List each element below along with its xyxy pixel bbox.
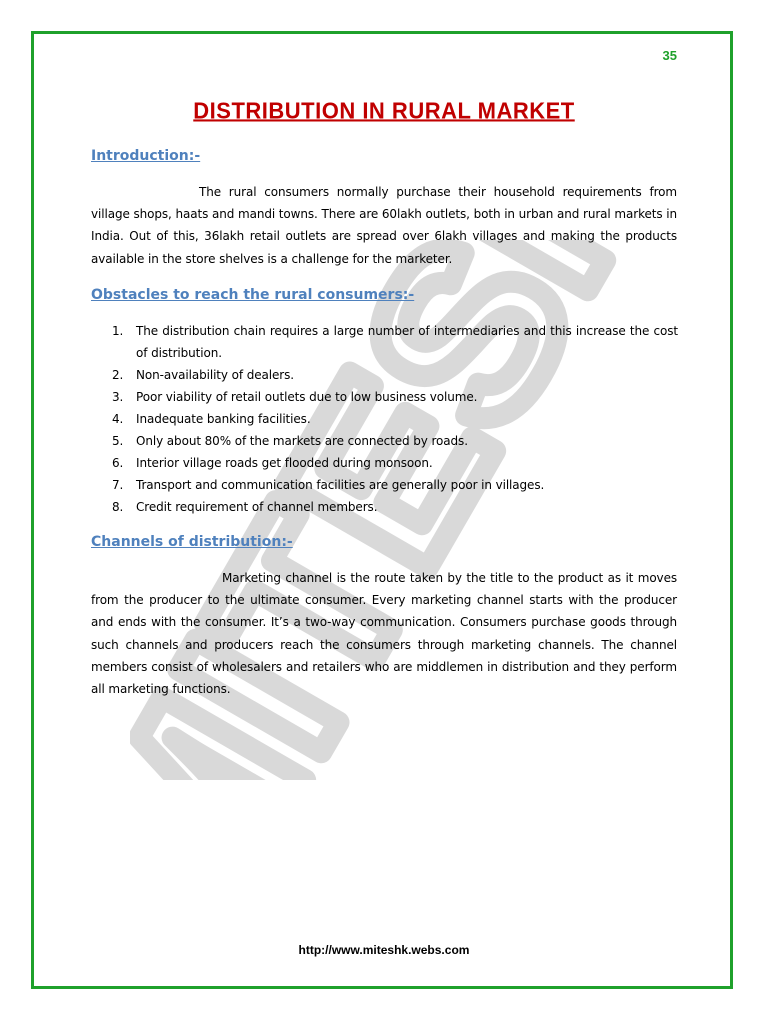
list-item xyxy=(112,474,678,496)
obstacles-list xyxy=(112,320,678,518)
list-item-number: 8. xyxy=(112,500,124,514)
list-item xyxy=(112,452,678,474)
channels-paragraph xyxy=(91,567,677,700)
page-title: DISTRIBUTION IN RURAL MARKET xyxy=(193,97,575,124)
list-item-text: Non-availability of dealers. xyxy=(136,368,294,382)
list-item-text: Only about 80% of the markets are connected by roads. xyxy=(136,434,468,448)
channels-heading: Channels of distribution:- xyxy=(91,534,293,550)
list-item-number: 3. xyxy=(112,390,124,404)
list-item-text: Interior village roads get flooded during monsoon. xyxy=(136,456,433,470)
list-item-number: 4. xyxy=(112,412,124,426)
list-item-number: 2. xyxy=(112,368,124,382)
list-item xyxy=(112,408,678,430)
page-number: 35 xyxy=(662,48,677,63)
introduction-text: The rural consumers normally purchase their household requirements from village shops, haats and mandi towns. There are 60lakh outlets, both in urban and rural markets in India. Out of this, 36lakh retail outlets are spread over 6lakh villages and making the products available in the store shelves is a challenge for the marketer. xyxy=(91,185,677,266)
list-item-text: Poor viability of retail outlets due to low business volume. xyxy=(136,390,478,404)
channels-text: Marketing channel is the route taken by the title to the product as it moves from the producer to the ultimate consumer. Every marketing channel starts with the producer and ends with the consumer. It’s a two-way communication. Consumers purchase goods through such channels and producers reach the consumers through marketing channels. The channel members consist of wholesalers and retailers who are middlemen in distribution and they perform all marketing functions. xyxy=(91,571,677,697)
list-item xyxy=(112,430,678,452)
list-item-number: 6. xyxy=(112,456,124,470)
introduction-heading: Introduction:- xyxy=(91,148,201,164)
list-item-text: Inadequate banking facilities. xyxy=(136,412,311,426)
introduction-paragraph xyxy=(91,181,677,270)
footer-url: http://www.miteshk.webs.com xyxy=(298,943,470,957)
list-item-number: 1. xyxy=(112,324,124,338)
list-item xyxy=(112,320,678,364)
list-item-text: The distribution chain requires a large number of intermediaries and this increase the cost of distribution. xyxy=(136,324,678,360)
list-item-number: 7. xyxy=(112,478,124,492)
list-item xyxy=(112,386,678,408)
obstacles-heading: Obstacles to reach the rural consumers:- xyxy=(91,287,415,303)
list-item-text: Credit requirement of channel members. xyxy=(136,500,378,514)
list-item-number: 5. xyxy=(112,434,124,448)
list-item xyxy=(112,364,678,386)
list-item-text: Transport and communication facilities are generally poor in villages. xyxy=(136,478,545,492)
list-item xyxy=(112,496,678,518)
watermark-text: MITESH xyxy=(130,240,650,780)
